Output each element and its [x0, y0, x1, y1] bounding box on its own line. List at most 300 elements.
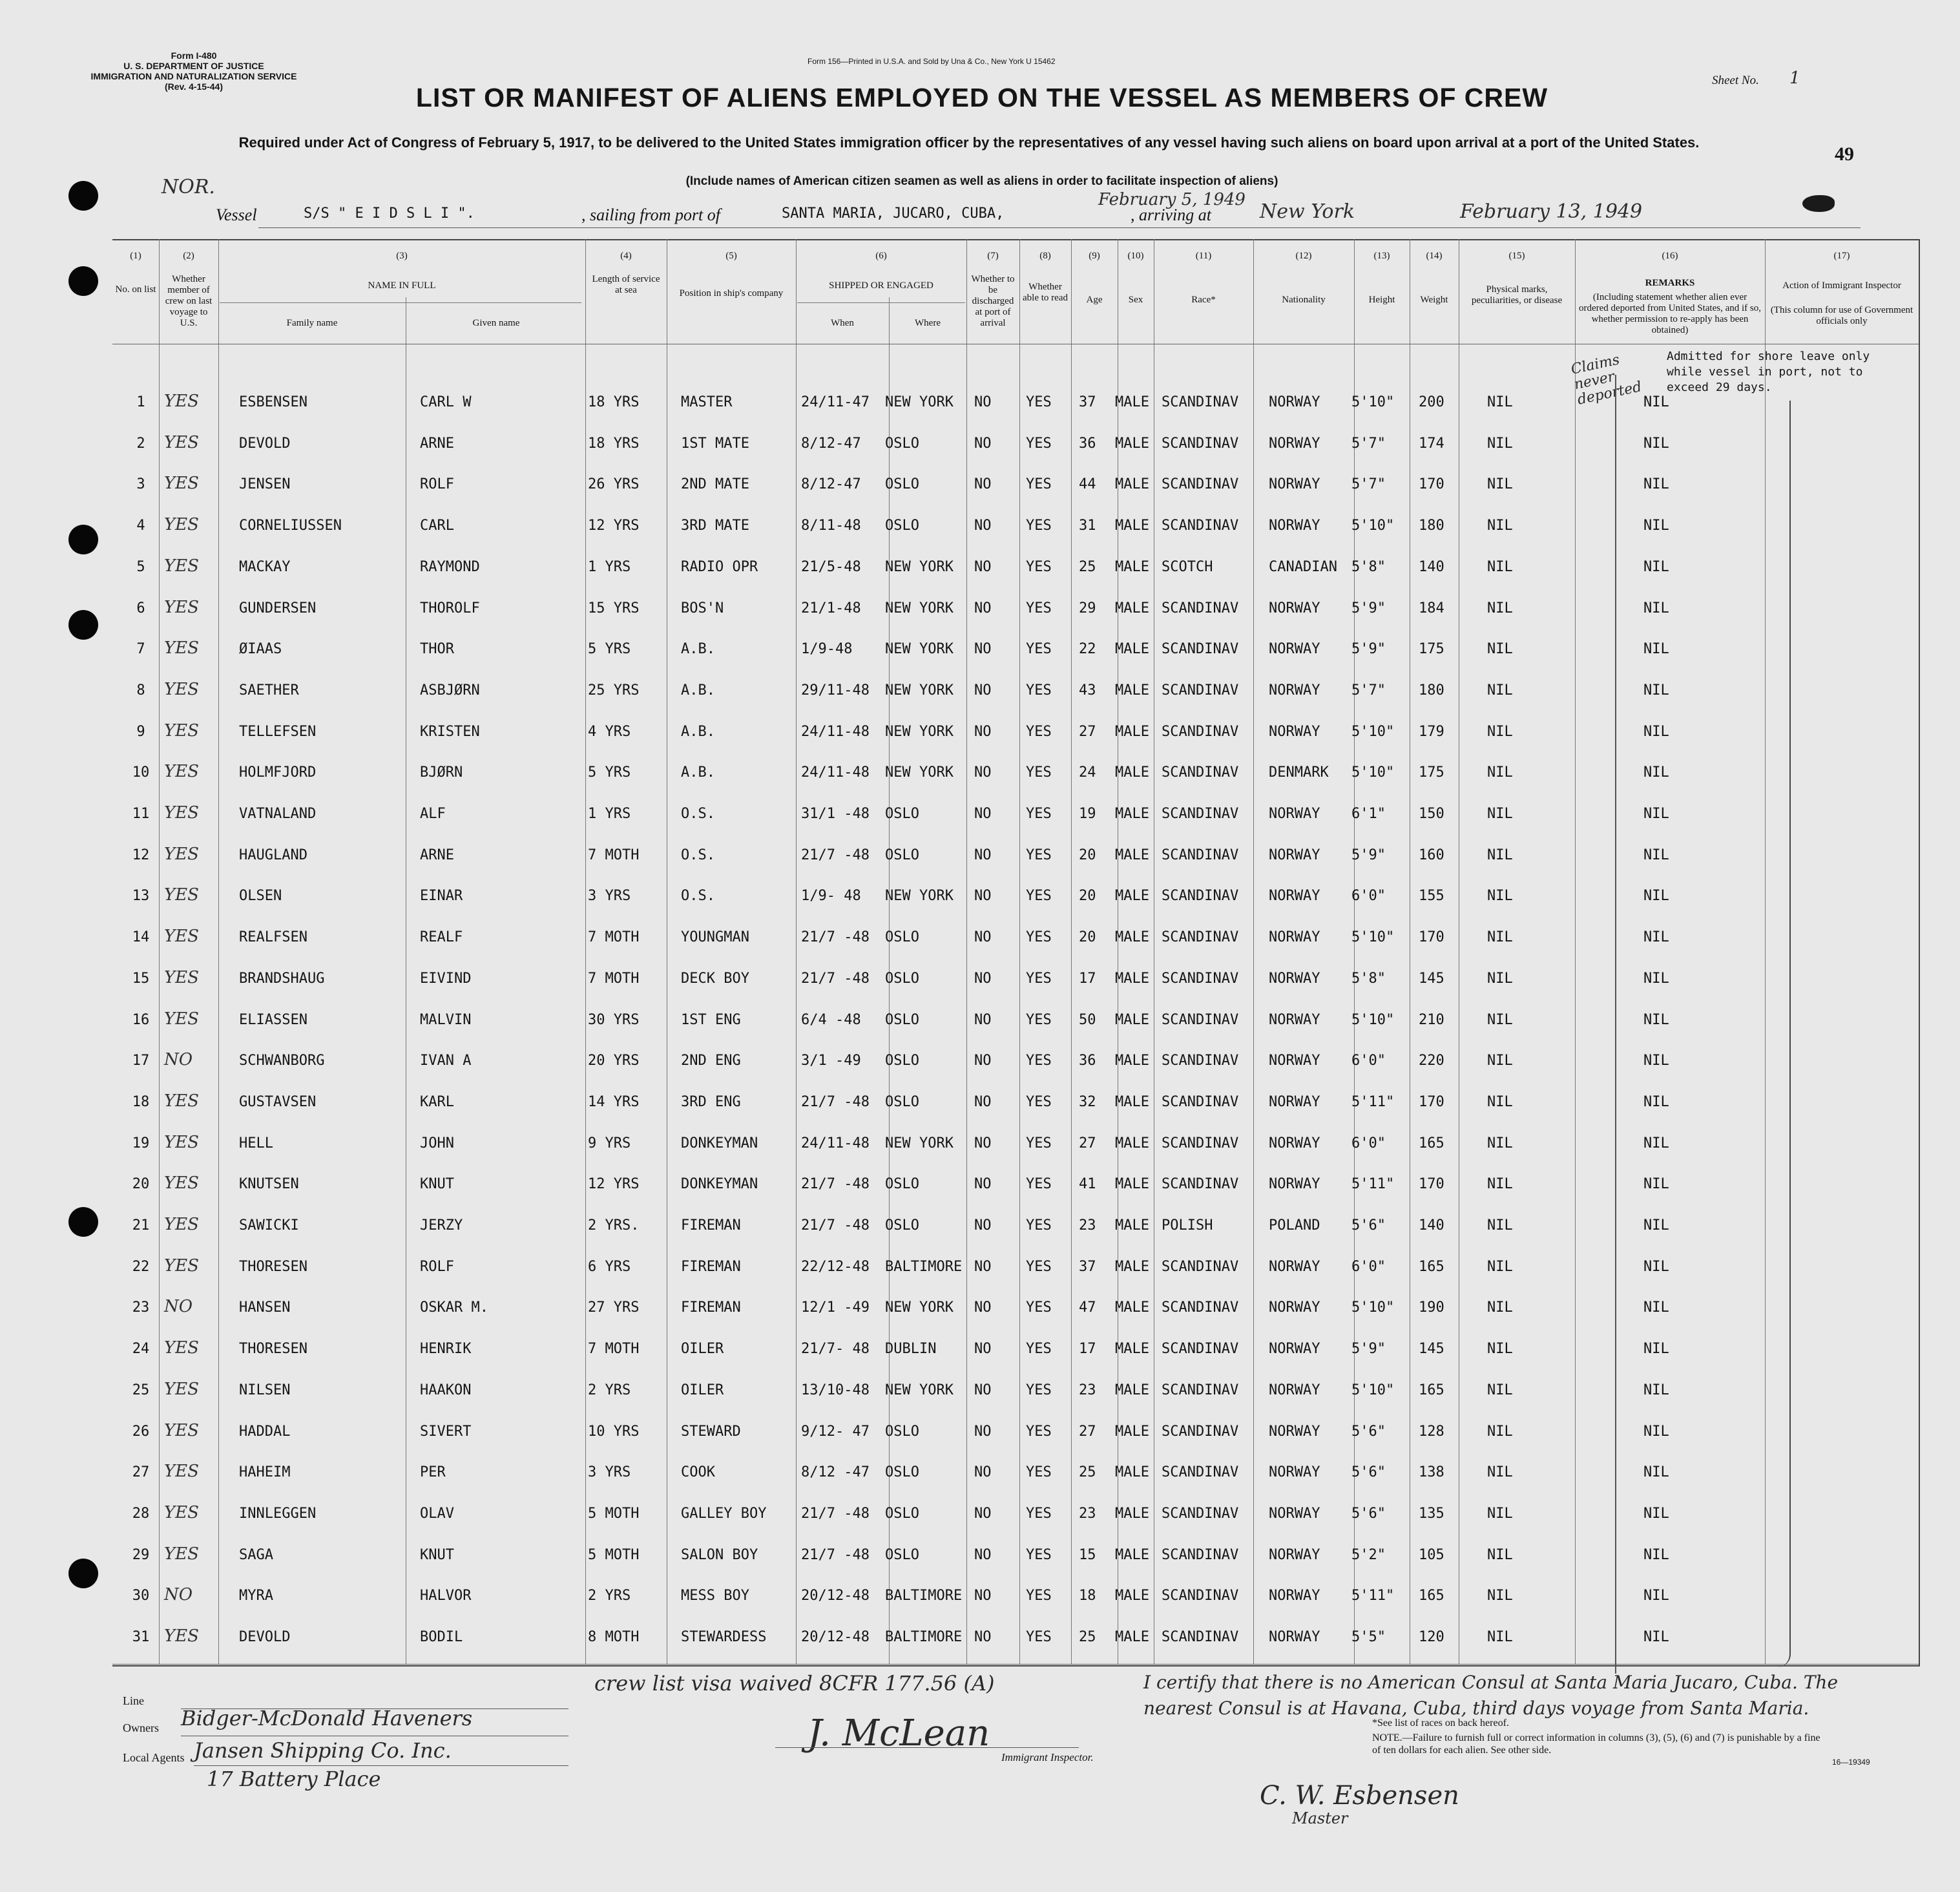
- cell-nationality: NORWAY: [1269, 476, 1320, 493]
- cell-last: YES: [164, 474, 199, 494]
- cell-given: THOROLF: [420, 600, 480, 616]
- cell-sex: MALE: [1115, 394, 1149, 410]
- binder-hole: [68, 610, 98, 640]
- cell-when: 31/1 -48: [801, 806, 870, 822]
- cell-race: SCANDINAV: [1162, 1629, 1239, 1645]
- cell-no: 8: [136, 682, 145, 699]
- cell-remarks: NIL: [1643, 1053, 1669, 1069]
- cell-where: NEW YORK: [885, 394, 954, 410]
- cell-race: SCANDINAV: [1162, 1011, 1239, 1028]
- cell-position: BOS'N: [681, 600, 724, 616]
- cell-height: 5'10": [1351, 723, 1395, 740]
- cell-no: 17: [132, 1053, 150, 1069]
- cell-where: OSLO: [885, 518, 919, 534]
- cell-race: SCANDINAV: [1162, 435, 1239, 452]
- cell-last: YES: [164, 1544, 199, 1564]
- cell-age: 36: [1079, 1053, 1096, 1069]
- cell-service: 3 YRS: [588, 888, 631, 905]
- cell-last: YES: [164, 1502, 199, 1522]
- cell-family: KNUTSEN: [239, 1176, 299, 1193]
- cell-height: 5'5": [1351, 1629, 1386, 1645]
- cell-family: HADDAL: [239, 1423, 291, 1440]
- col-num-13: (13): [1373, 251, 1390, 261]
- cell-weight: 165: [1419, 1382, 1444, 1398]
- cell-service: 7 MOTH: [588, 929, 640, 946]
- cell-given: KARL: [420, 1093, 454, 1110]
- cell-last: YES: [164, 1420, 199, 1440]
- table-row: [112, 1453, 1919, 1493]
- cell-nationality: NORWAY: [1269, 970, 1320, 987]
- cell-weight: 179: [1419, 723, 1444, 740]
- cell-sex: MALE: [1115, 806, 1149, 822]
- cell-race: SCANDINAV: [1162, 764, 1239, 781]
- line-label: Line: [123, 1694, 144, 1707]
- cell-read: YES: [1026, 1217, 1052, 1234]
- cell-marks: NIL: [1487, 888, 1513, 905]
- cell-service: 7 MOTH: [588, 846, 640, 863]
- cell-race: SCANDINAV: [1162, 1341, 1239, 1358]
- table-row: [112, 1617, 1919, 1657]
- cell-when: 3/1 -49: [801, 1053, 861, 1069]
- table-row: [112, 671, 1919, 711]
- cell-service: 2 YRS.: [588, 1217, 640, 1234]
- cell-age: 23: [1079, 1217, 1096, 1234]
- cell-family: HAUGLAND: [239, 846, 308, 863]
- cell-no: 21: [132, 1217, 150, 1234]
- cell-weight: 135: [1419, 1505, 1444, 1522]
- col-head-family-name: Family name: [286, 318, 338, 328]
- cell-last: YES: [164, 1009, 199, 1029]
- cell-last: YES: [164, 515, 199, 535]
- cell-where: OSLO: [885, 435, 919, 452]
- col-head-age: Age: [1086, 295, 1103, 305]
- cell-remarks: NIL: [1643, 806, 1669, 822]
- cell-read: YES: [1026, 1382, 1052, 1398]
- cell-race: SCANDINAV: [1162, 682, 1239, 699]
- cell-service: 25 YRS: [588, 682, 640, 699]
- table-row: [112, 424, 1919, 464]
- cell-when: 8/12-47: [801, 435, 861, 452]
- cell-nationality: DENMARK: [1269, 764, 1329, 781]
- cell-height: 5'8": [1351, 558, 1386, 575]
- col-head-weight: Weight: [1420, 295, 1448, 305]
- cell-position: 1ST MATE: [681, 435, 749, 452]
- cell-given: SIVERT: [420, 1423, 472, 1440]
- cell-service: 5 MOTH: [588, 1546, 640, 1563]
- cell-height: 5'7": [1351, 435, 1386, 452]
- cell-read: YES: [1026, 1176, 1052, 1193]
- cell-discharged: NO: [974, 1382, 992, 1398]
- cell-last: YES: [164, 1215, 199, 1234]
- cell-where: OSLO: [885, 1505, 919, 1522]
- cell-no: 20: [132, 1176, 150, 1193]
- cell-where: OSLO: [885, 970, 919, 987]
- cell-position: YOUNGMAN: [681, 929, 749, 946]
- cell-given: ALF: [420, 806, 446, 822]
- cell-where: OSLO: [885, 929, 919, 946]
- cell-weight: 170: [1419, 1176, 1444, 1193]
- cell-marks: NIL: [1487, 1053, 1513, 1069]
- cell-height: 6'0": [1351, 1258, 1386, 1275]
- cell-no: 2: [136, 435, 145, 452]
- cell-height: 5'6": [1351, 1505, 1386, 1522]
- cell-when: 12/1 -49: [801, 1299, 870, 1316]
- certification: I certify that there is no American Consul at Santa Maria Jucaro, Cuba. The nearest Consul is at Havana, Cuba, third days voyage from Santa Maria.: [1143, 1672, 1839, 1719]
- cell-when: 24/11-48: [801, 1135, 870, 1151]
- agents-value: Jansen Shipping Co. Inc.: [194, 1738, 452, 1763]
- col-head-nationality: Nationality: [1282, 295, 1326, 305]
- cell-given: HENRIK: [420, 1341, 472, 1358]
- cell-no: 27: [132, 1464, 150, 1481]
- cell-position: RADIO OPR: [681, 558, 758, 575]
- table-row: [112, 465, 1919, 505]
- cell-marks: NIL: [1487, 723, 1513, 740]
- cell-when: 6/4 -48: [801, 1011, 861, 1028]
- cell-no: 10: [132, 764, 150, 781]
- cell-discharged: NO: [974, 394, 992, 410]
- col-num-7: (7): [987, 251, 999, 261]
- cell-discharged: NO: [974, 476, 992, 493]
- cell-where: NEW YORK: [885, 641, 954, 658]
- cell-no: 19: [132, 1135, 150, 1151]
- cell-sex: MALE: [1115, 723, 1149, 740]
- table-row: [112, 1535, 1919, 1575]
- cell-nationality: CANADIAN: [1269, 558, 1337, 575]
- cell-height: 5'7": [1351, 476, 1386, 493]
- cell-when: 20/12-48: [801, 1588, 870, 1604]
- cell-given: JERZY: [420, 1217, 463, 1234]
- cell-height: 5'6": [1351, 1423, 1386, 1440]
- cell-discharged: NO: [974, 723, 992, 740]
- cell-remarks: NIL: [1643, 1423, 1669, 1440]
- name-subrule: [220, 302, 581, 303]
- cell-read: YES: [1026, 723, 1052, 740]
- cell-position: O.S.: [681, 846, 715, 863]
- cell-age: 23: [1079, 1382, 1096, 1398]
- cell-remarks: NIL: [1643, 1176, 1669, 1193]
- cell-discharged: NO: [974, 970, 992, 987]
- col-num-6: (6): [875, 251, 887, 261]
- cell-weight: 165: [1419, 1258, 1444, 1275]
- cell-when: 21/7 -48: [801, 1546, 870, 1563]
- cell-no: 14: [132, 929, 150, 946]
- table-row: [112, 1124, 1919, 1164]
- cell-remarks: NIL: [1643, 641, 1669, 658]
- cell-nationality: NORWAY: [1269, 1341, 1320, 1358]
- cell-no: 25: [132, 1382, 150, 1398]
- cell-sex: MALE: [1115, 1011, 1149, 1028]
- cell-read: YES: [1026, 1546, 1052, 1563]
- cell-weight: 220: [1419, 1053, 1444, 1069]
- cell-last: YES: [164, 1379, 199, 1399]
- cell-last: YES: [164, 885, 199, 905]
- cell-nationality: NORWAY: [1269, 846, 1320, 863]
- table-row: [112, 1082, 1919, 1122]
- cell-service: 3 YRS: [588, 1464, 631, 1481]
- cell-nationality: NORWAY: [1269, 723, 1320, 740]
- cell-position: DECK BOY: [681, 970, 749, 987]
- cell-where: BALTIMORE: [885, 1258, 963, 1275]
- cell-height: 5'7": [1351, 682, 1386, 699]
- cell-given: HAAKON: [420, 1382, 472, 1398]
- cell-read: YES: [1026, 682, 1052, 699]
- form-number: Form I-480: [171, 50, 217, 61]
- cell-age: 32: [1079, 1093, 1096, 1110]
- cell-height: 5'6": [1351, 1464, 1386, 1481]
- cell-last: YES: [164, 1173, 199, 1193]
- cell-remarks: NIL: [1643, 888, 1669, 905]
- cell-weight: 180: [1419, 518, 1444, 534]
- cell-race: SCANDINAV: [1162, 1093, 1239, 1110]
- cell-given: ARNE: [420, 435, 454, 452]
- cell-nationality: NORWAY: [1269, 1382, 1320, 1398]
- cell-service: 20 YRS: [588, 1053, 640, 1069]
- cell-age: 20: [1079, 888, 1096, 905]
- cell-age: 25: [1079, 1629, 1096, 1645]
- cell-service: 5 YRS: [588, 764, 631, 781]
- cell-given: CARL: [420, 518, 454, 534]
- cell-family: SCHWANBORG: [239, 1053, 325, 1069]
- cell-marks: NIL: [1487, 1341, 1513, 1358]
- cell-last: YES: [164, 967, 199, 987]
- cell-position: OILER: [681, 1382, 724, 1398]
- cell-where: BALTIMORE: [885, 1629, 963, 1645]
- cell-weight: 165: [1419, 1135, 1444, 1151]
- col-num-15: (15): [1508, 251, 1525, 261]
- cell-marks: NIL: [1487, 1382, 1513, 1398]
- cell-position: GALLEY BOY: [681, 1505, 767, 1522]
- binder-hole: [68, 266, 98, 296]
- table-row: [112, 959, 1919, 999]
- cell-read: YES: [1026, 888, 1052, 905]
- cell-remarks: NIL: [1643, 600, 1669, 616]
- table-row: [112, 712, 1919, 752]
- cell-position: 3RD MATE: [681, 518, 749, 534]
- cell-nationality: NORWAY: [1269, 1093, 1320, 1110]
- cell-position: COOK: [681, 1464, 715, 1481]
- cell-where: OSLO: [885, 846, 919, 863]
- cell-discharged: NO: [974, 1588, 992, 1604]
- cell-age: 50: [1079, 1011, 1096, 1028]
- form-agency-block: [78, 50, 310, 92]
- cell-position: A.B.: [681, 723, 715, 740]
- table-row: [112, 1247, 1919, 1287]
- cell-when: 21/7 -48: [801, 929, 870, 946]
- cell-nationality: NORWAY: [1269, 600, 1320, 616]
- cell-weight: 210: [1419, 1011, 1444, 1028]
- col-head-sex: Sex: [1128, 295, 1143, 305]
- cell-marks: NIL: [1487, 1135, 1513, 1151]
- cell-age: 17: [1079, 970, 1096, 987]
- cell-read: YES: [1026, 1011, 1052, 1028]
- cell-marks: NIL: [1487, 641, 1513, 658]
- cell-remarks: NIL: [1643, 1588, 1669, 1604]
- cell-when: 8/12-47: [801, 476, 861, 493]
- cell-remarks: NIL: [1643, 1093, 1669, 1110]
- cell-family: HOLMFJORD: [239, 764, 317, 781]
- cell-no: 1: [136, 394, 145, 410]
- cell-height: 5'10": [1351, 518, 1395, 534]
- cell-height: 5'10": [1351, 394, 1395, 410]
- cell-sex: MALE: [1115, 764, 1149, 781]
- cell-read: YES: [1026, 435, 1052, 452]
- cell-age: 25: [1079, 558, 1096, 575]
- cell-nationality: NORWAY: [1269, 1176, 1320, 1193]
- cell-race: SCANDINAV: [1162, 641, 1239, 658]
- sailing-label: , sailing from port of: [581, 205, 721, 224]
- cell-height: 5'10": [1351, 1299, 1395, 1316]
- col-head-discharged: Whether to be discharged at port of arrival: [971, 274, 1015, 328]
- cell-where: OSLO: [885, 476, 919, 493]
- cell-last: YES: [164, 927, 199, 947]
- table-row: [112, 506, 1919, 546]
- cell-remarks: NIL: [1643, 1258, 1669, 1275]
- cell-race: SCANDINAV: [1162, 1299, 1239, 1316]
- cell-given: REALF: [420, 929, 463, 946]
- cell-service: 1 YRS: [588, 558, 631, 575]
- col-head-position: Position in ship's company: [679, 288, 784, 299]
- cell-weight: 170: [1419, 929, 1444, 946]
- cell-read: YES: [1026, 764, 1052, 781]
- cell-position: DONKEYMAN: [681, 1176, 758, 1193]
- cell-service: 8 MOTH: [588, 1629, 640, 1645]
- cell-nationality: NORWAY: [1269, 1423, 1320, 1440]
- cell-position: 1ST ENG: [681, 1011, 741, 1028]
- cell-weight: 145: [1419, 1341, 1444, 1358]
- cell-nationality: NORWAY: [1269, 1011, 1320, 1028]
- cell-race: SCANDINAV: [1162, 1135, 1239, 1151]
- cell-height: 6'0": [1351, 888, 1386, 905]
- cell-nationality: NORWAY: [1269, 1505, 1320, 1522]
- cell-race: SCANDINAV: [1162, 518, 1239, 534]
- cell-read: YES: [1026, 558, 1052, 575]
- cell-height: 5'9": [1351, 846, 1386, 863]
- cell-family: TELLEFSEN: [239, 723, 317, 740]
- cell-given: KNUT: [420, 1546, 454, 1563]
- cell-position: STEWARD: [681, 1423, 741, 1440]
- cell-where: NEW YORK: [885, 888, 954, 905]
- cell-age: 22: [1079, 641, 1096, 658]
- cell-discharged: NO: [974, 518, 992, 534]
- cell-age: 18: [1079, 1588, 1096, 1604]
- cell-age: 37: [1079, 394, 1096, 410]
- cell-remarks: NIL: [1643, 970, 1669, 987]
- cell-marks: NIL: [1487, 846, 1513, 863]
- cell-nationality: NORWAY: [1269, 806, 1320, 822]
- cell-remarks: NIL: [1643, 394, 1669, 410]
- cell-read: YES: [1026, 1093, 1052, 1110]
- cell-service: 18 YRS: [588, 394, 640, 410]
- sailing-port: SANTA MARIA, JUCARO, CUBA,: [782, 205, 1005, 222]
- cell-given: BJØRN: [420, 764, 463, 781]
- cell-marks: NIL: [1487, 435, 1513, 452]
- cell-no: 15: [132, 970, 150, 987]
- cell-marks: NIL: [1487, 1299, 1513, 1316]
- cell-height: 5'8": [1351, 970, 1386, 987]
- cell-age: 19: [1079, 806, 1096, 822]
- cell-position: A.B.: [681, 641, 715, 658]
- cell-weight: 150: [1419, 806, 1444, 822]
- cell-last: YES: [164, 392, 199, 411]
- cell-read: YES: [1026, 1341, 1052, 1358]
- cell-family: OLSEN: [239, 888, 282, 905]
- cell-family: MYRA: [239, 1588, 273, 1604]
- cell-last: YES: [164, 1462, 199, 1482]
- cell-last: NO: [164, 1297, 193, 1317]
- cell-age: 20: [1079, 846, 1096, 863]
- cell-when: 22/12-48: [801, 1258, 870, 1275]
- cell-position: OILER: [681, 1341, 724, 1358]
- cell-family: JENSEN: [239, 476, 291, 493]
- col-num-3: (3): [396, 251, 408, 261]
- table-row: [112, 876, 1919, 916]
- cell-read: YES: [1026, 518, 1052, 534]
- cell-height: 5'11": [1351, 1093, 1395, 1110]
- cell-given: IVAN A: [420, 1053, 472, 1069]
- cell-where: NEW YORK: [885, 764, 954, 781]
- cell-where: OSLO: [885, 1464, 919, 1481]
- cell-family: DEVOLD: [239, 1629, 291, 1645]
- cell-weight: 140: [1419, 1217, 1444, 1234]
- cell-service: 4 YRS: [588, 723, 631, 740]
- cell-position: FIREMAN: [681, 1258, 741, 1275]
- cell-where: NEW YORK: [885, 1135, 954, 1151]
- cell-weight: 174: [1419, 435, 1444, 452]
- cell-weight: 165: [1419, 1588, 1444, 1604]
- cell-given: CARL W: [420, 394, 472, 410]
- cell-marks: NIL: [1487, 1217, 1513, 1234]
- cell-remarks: NIL: [1643, 1629, 1669, 1645]
- cell-where: NEW YORK: [885, 723, 954, 740]
- page-title: LIST OR MANIFEST OF ALIENS EMPLOYED ON THE VESSEL AS MEMBERS OF CREW: [415, 83, 1548, 112]
- cell-sex: MALE: [1115, 1053, 1149, 1069]
- cell-remarks: NIL: [1643, 929, 1669, 946]
- cell-sex: MALE: [1115, 1299, 1149, 1316]
- cell-family: NILSEN: [239, 1382, 291, 1398]
- cell-marks: NIL: [1487, 1093, 1513, 1110]
- cell-weight: 170: [1419, 476, 1444, 493]
- cell-weight: 105: [1419, 1546, 1444, 1563]
- cell-discharged: NO: [974, 764, 992, 781]
- cell-weight: 175: [1419, 641, 1444, 658]
- cell-read: YES: [1026, 1588, 1052, 1604]
- cell-nationality: NORWAY: [1269, 518, 1320, 534]
- cell-remarks: NIL: [1643, 1011, 1669, 1028]
- cell-remarks: NIL: [1643, 1382, 1669, 1398]
- cell-where: OSLO: [885, 1053, 919, 1069]
- cell-age: 15: [1079, 1546, 1096, 1563]
- cell-no: 29: [132, 1546, 150, 1563]
- cell-when: 1/9-48: [801, 641, 853, 658]
- cell-remarks: NIL: [1643, 846, 1669, 863]
- cell-family: INNLEGGEN: [239, 1505, 317, 1522]
- cell-when: 8/12 -47: [801, 1464, 870, 1481]
- cell-discharged: NO: [974, 558, 992, 575]
- cell-family: HAHEIM: [239, 1464, 291, 1481]
- cell-no: 26: [132, 1423, 150, 1440]
- cell-no: 22: [132, 1258, 150, 1275]
- cell-no: 24: [132, 1341, 150, 1358]
- cell-weight: 170: [1419, 1093, 1444, 1110]
- cell-where: NEW YORK: [885, 600, 954, 616]
- cell-discharged: NO: [974, 1423, 992, 1440]
- cell-remarks: NIL: [1643, 1299, 1669, 1316]
- cell-race: SCANDINAV: [1162, 1423, 1239, 1440]
- cell-where: OSLO: [885, 1176, 919, 1193]
- cell-marks: NIL: [1487, 1464, 1513, 1481]
- cell-remarks: NIL: [1643, 476, 1669, 493]
- cell-discharged: NO: [974, 929, 992, 946]
